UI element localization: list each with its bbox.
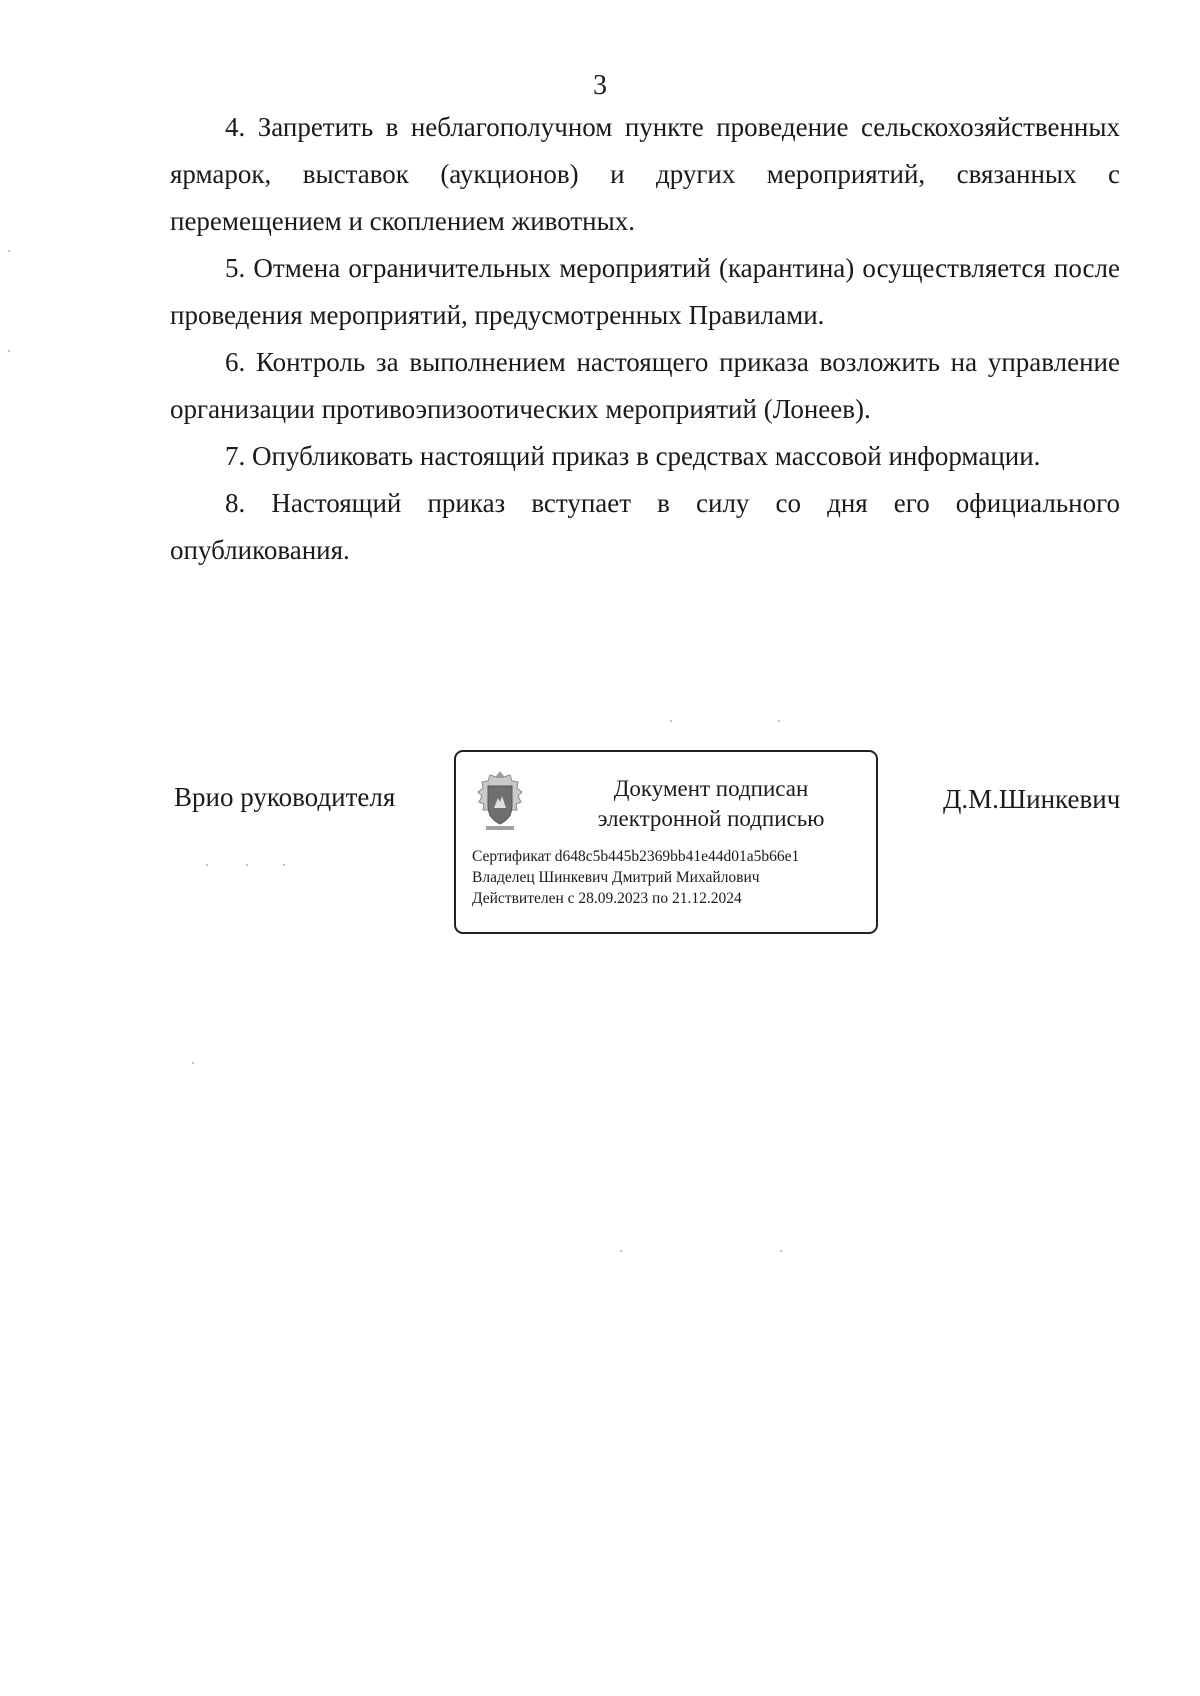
validity-line: Действителен с 28.09.2023 по 21.12.2024 — [472, 890, 742, 907]
page-number: 3 — [593, 70, 607, 101]
electronic-signature-stamp — [454, 750, 878, 934]
paragraph-7: 7. Опубликовать настоящий приказ в средствах массовой информации. — [225, 441, 1041, 471]
document-body — [170, 104, 1120, 574]
paragraph-6: 6. Контроль за выполнением настоящего приказа возложить на управление организации противоэпизоотических мероприятий (Лонеев). — [170, 347, 1120, 424]
paragraph-4: 4. Запретить в неблагополучном пункте проведение сельскохозяйственных ярмарок, выставок (аукционов) и других мероприятий, связанных с перемещением и скоплением животных. — [170, 112, 1120, 236]
stamp-title-line-1: Документ подписан — [613, 776, 809, 801]
certificate-line: Сертификат d648c5b445b2369bb41e44d01a5b66e1 — [472, 848, 800, 865]
stamp-title — [556, 774, 866, 834]
paragraph-8: 8. Настоящий приказ вступает в силу со дня его официального опубликования. — [170, 488, 1120, 565]
coat-of-arms-icon — [470, 768, 530, 838]
signer-name: Д.М.Шинкевич — [943, 784, 1121, 814]
stamp-details — [472, 846, 799, 909]
signer-position: Врио руководителя — [174, 782, 396, 812]
signature-block — [0, 750, 1200, 940]
paragraph-5: 5. Отмена ограничительных мероприятий (карантина) осуществляется после проведения мероприятий, предусмотренных Правилами. — [170, 253, 1120, 330]
stamp-title-line-2: электронной подписью — [597, 806, 825, 831]
owner-line: Владелец Шинкевич Дмитрий Михайлович — [472, 869, 760, 886]
